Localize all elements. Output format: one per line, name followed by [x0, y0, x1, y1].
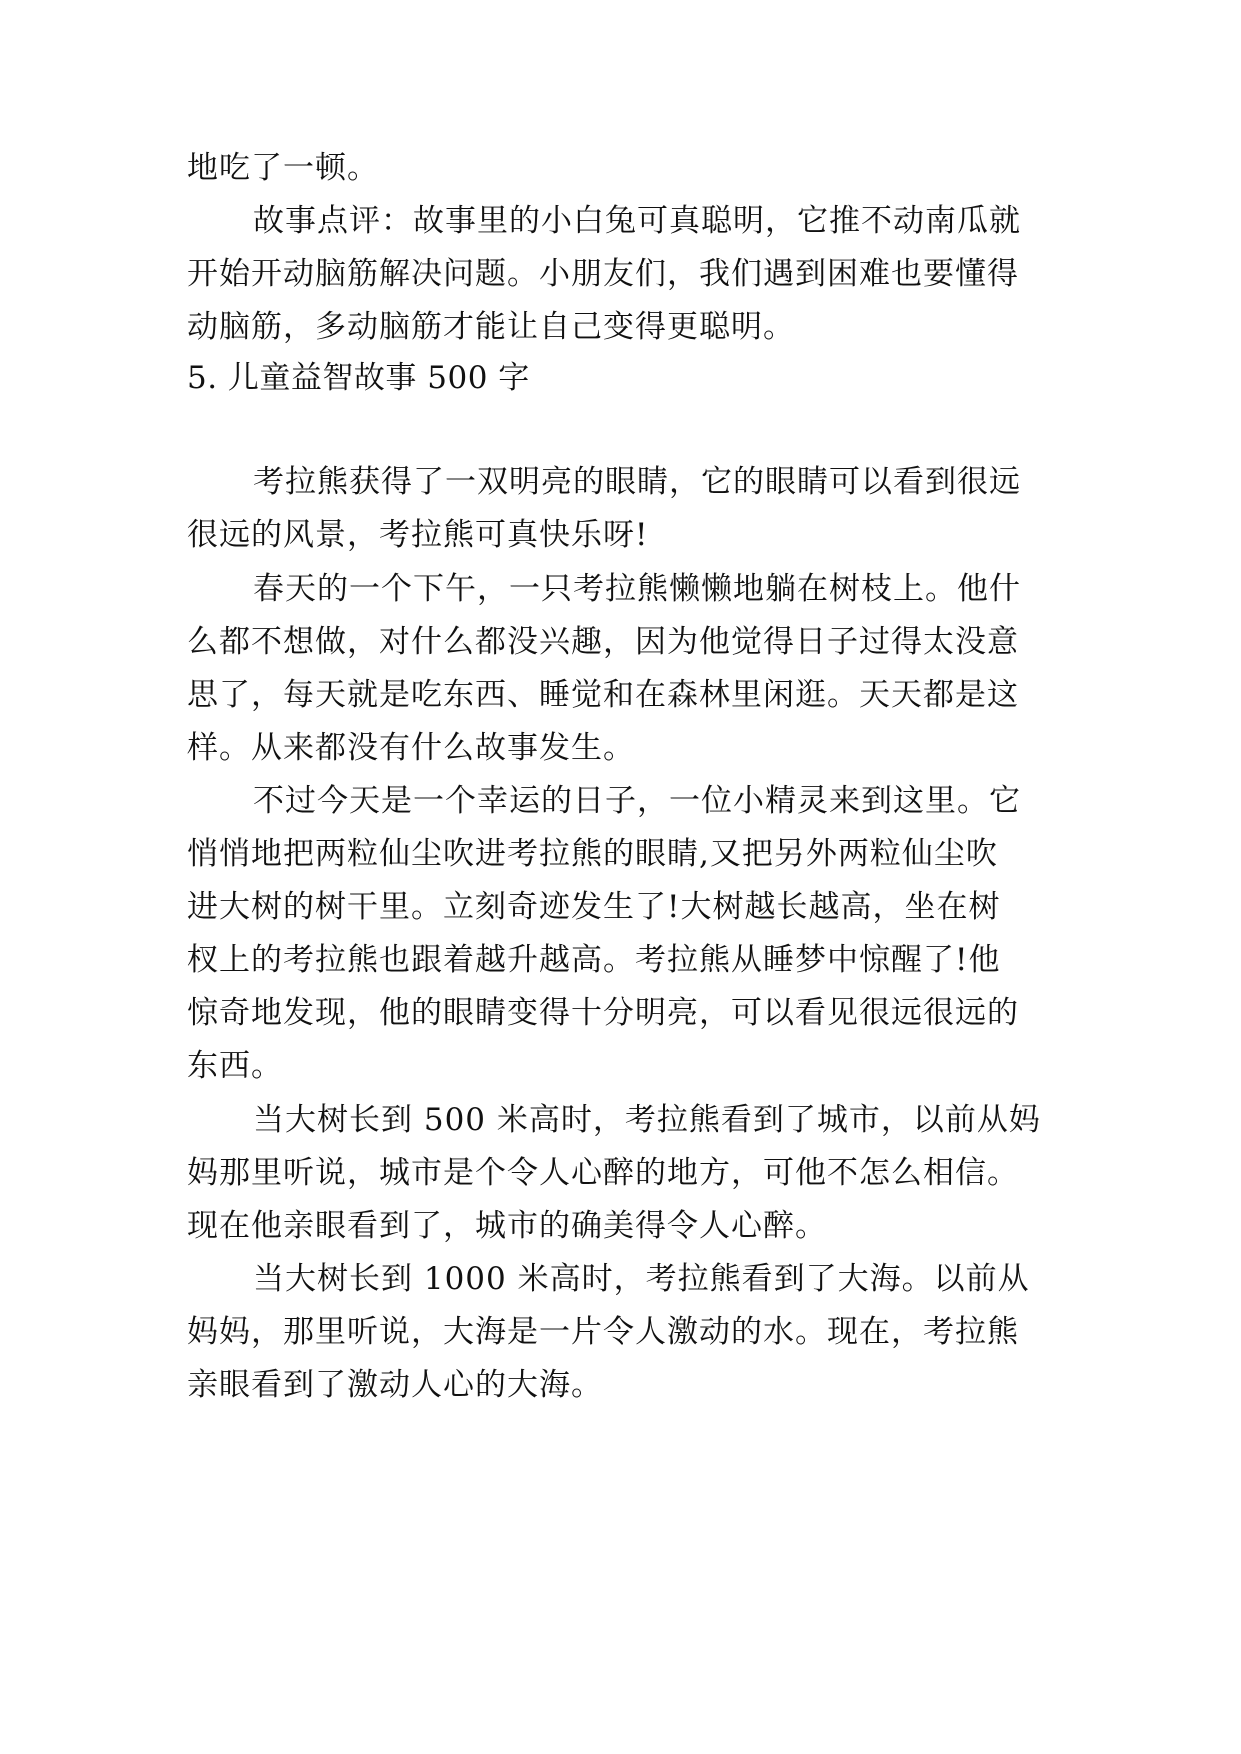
- text-line: 妈那里听说，城市是个令人心醉的地方，可他不怎么相信。: [187, 1155, 1019, 1191]
- text-line: 东西。: [187, 1048, 283, 1084]
- text-line: 地吃了一顿。: [187, 150, 379, 186]
- text-line: 动脑筋，多动脑筋才能让自己变得更聪明。: [187, 309, 795, 345]
- text-line: 故事点评：故事里的小白兔可真聪明，它推不动南瓜就: [253, 203, 1021, 239]
- text-line: 考拉熊获得了一双明亮的眼睛，它的眼睛可以看到很远: [253, 464, 1021, 500]
- section-heading: 5. 儿童益智故事 500 字: [187, 360, 530, 396]
- text-line: 妈妈，那里听说，大海是一片令人激动的水。现在，考拉熊: [187, 1314, 1019, 1350]
- text-line: 不过今天是一个幸运的日子，一位小精灵来到这里。它: [253, 783, 1021, 819]
- text-line: 惊奇地发现，他的眼睛变得十分明亮，可以看见很远很远的: [187, 995, 1019, 1031]
- text-line: 春天的一个下午，一只考拉熊懒懒地躺在树枝上。他什: [253, 571, 1021, 607]
- text-line: 现在他亲眼看到了，城市的确美得令人心醉。: [187, 1208, 827, 1244]
- text-line: 亲眼看到了激动人心的大海。: [187, 1367, 603, 1403]
- text-line: 当大树长到 1000 米高时，考拉熊看到了大海。以前从: [253, 1261, 1030, 1297]
- text-line: 样。从来都没有什么故事发生。: [187, 730, 635, 766]
- text-line: 当大树长到 500 米高时，考拉熊看到了城市，以前从妈: [253, 1102, 1041, 1138]
- text-line: 悄悄地把两粒仙尘吹进考拉熊的眼睛,又把另外两粒仙尘吹: [187, 836, 998, 872]
- text-line: 杈上的考拉熊也跟着越升越高。考拉熊从睡梦中惊醒了!他: [187, 942, 1001, 978]
- text-line: 么都不想做，对什么都没兴趣，因为他觉得日子过得太没意: [187, 624, 1019, 660]
- text-line: 进大树的树干里。立刻奇迹发生了!大树越长越高，坐在树: [187, 889, 1001, 925]
- text-line: 很远的风景，考拉熊可真快乐呀!: [187, 517, 649, 553]
- text-line: 思了，每天就是吃东西、睡觉和在森林里闲逛。天天都是这: [187, 677, 1019, 713]
- text-line: 开始开动脑筋解决问题。小朋友们，我们遇到困难也要懂得: [187, 256, 1019, 292]
